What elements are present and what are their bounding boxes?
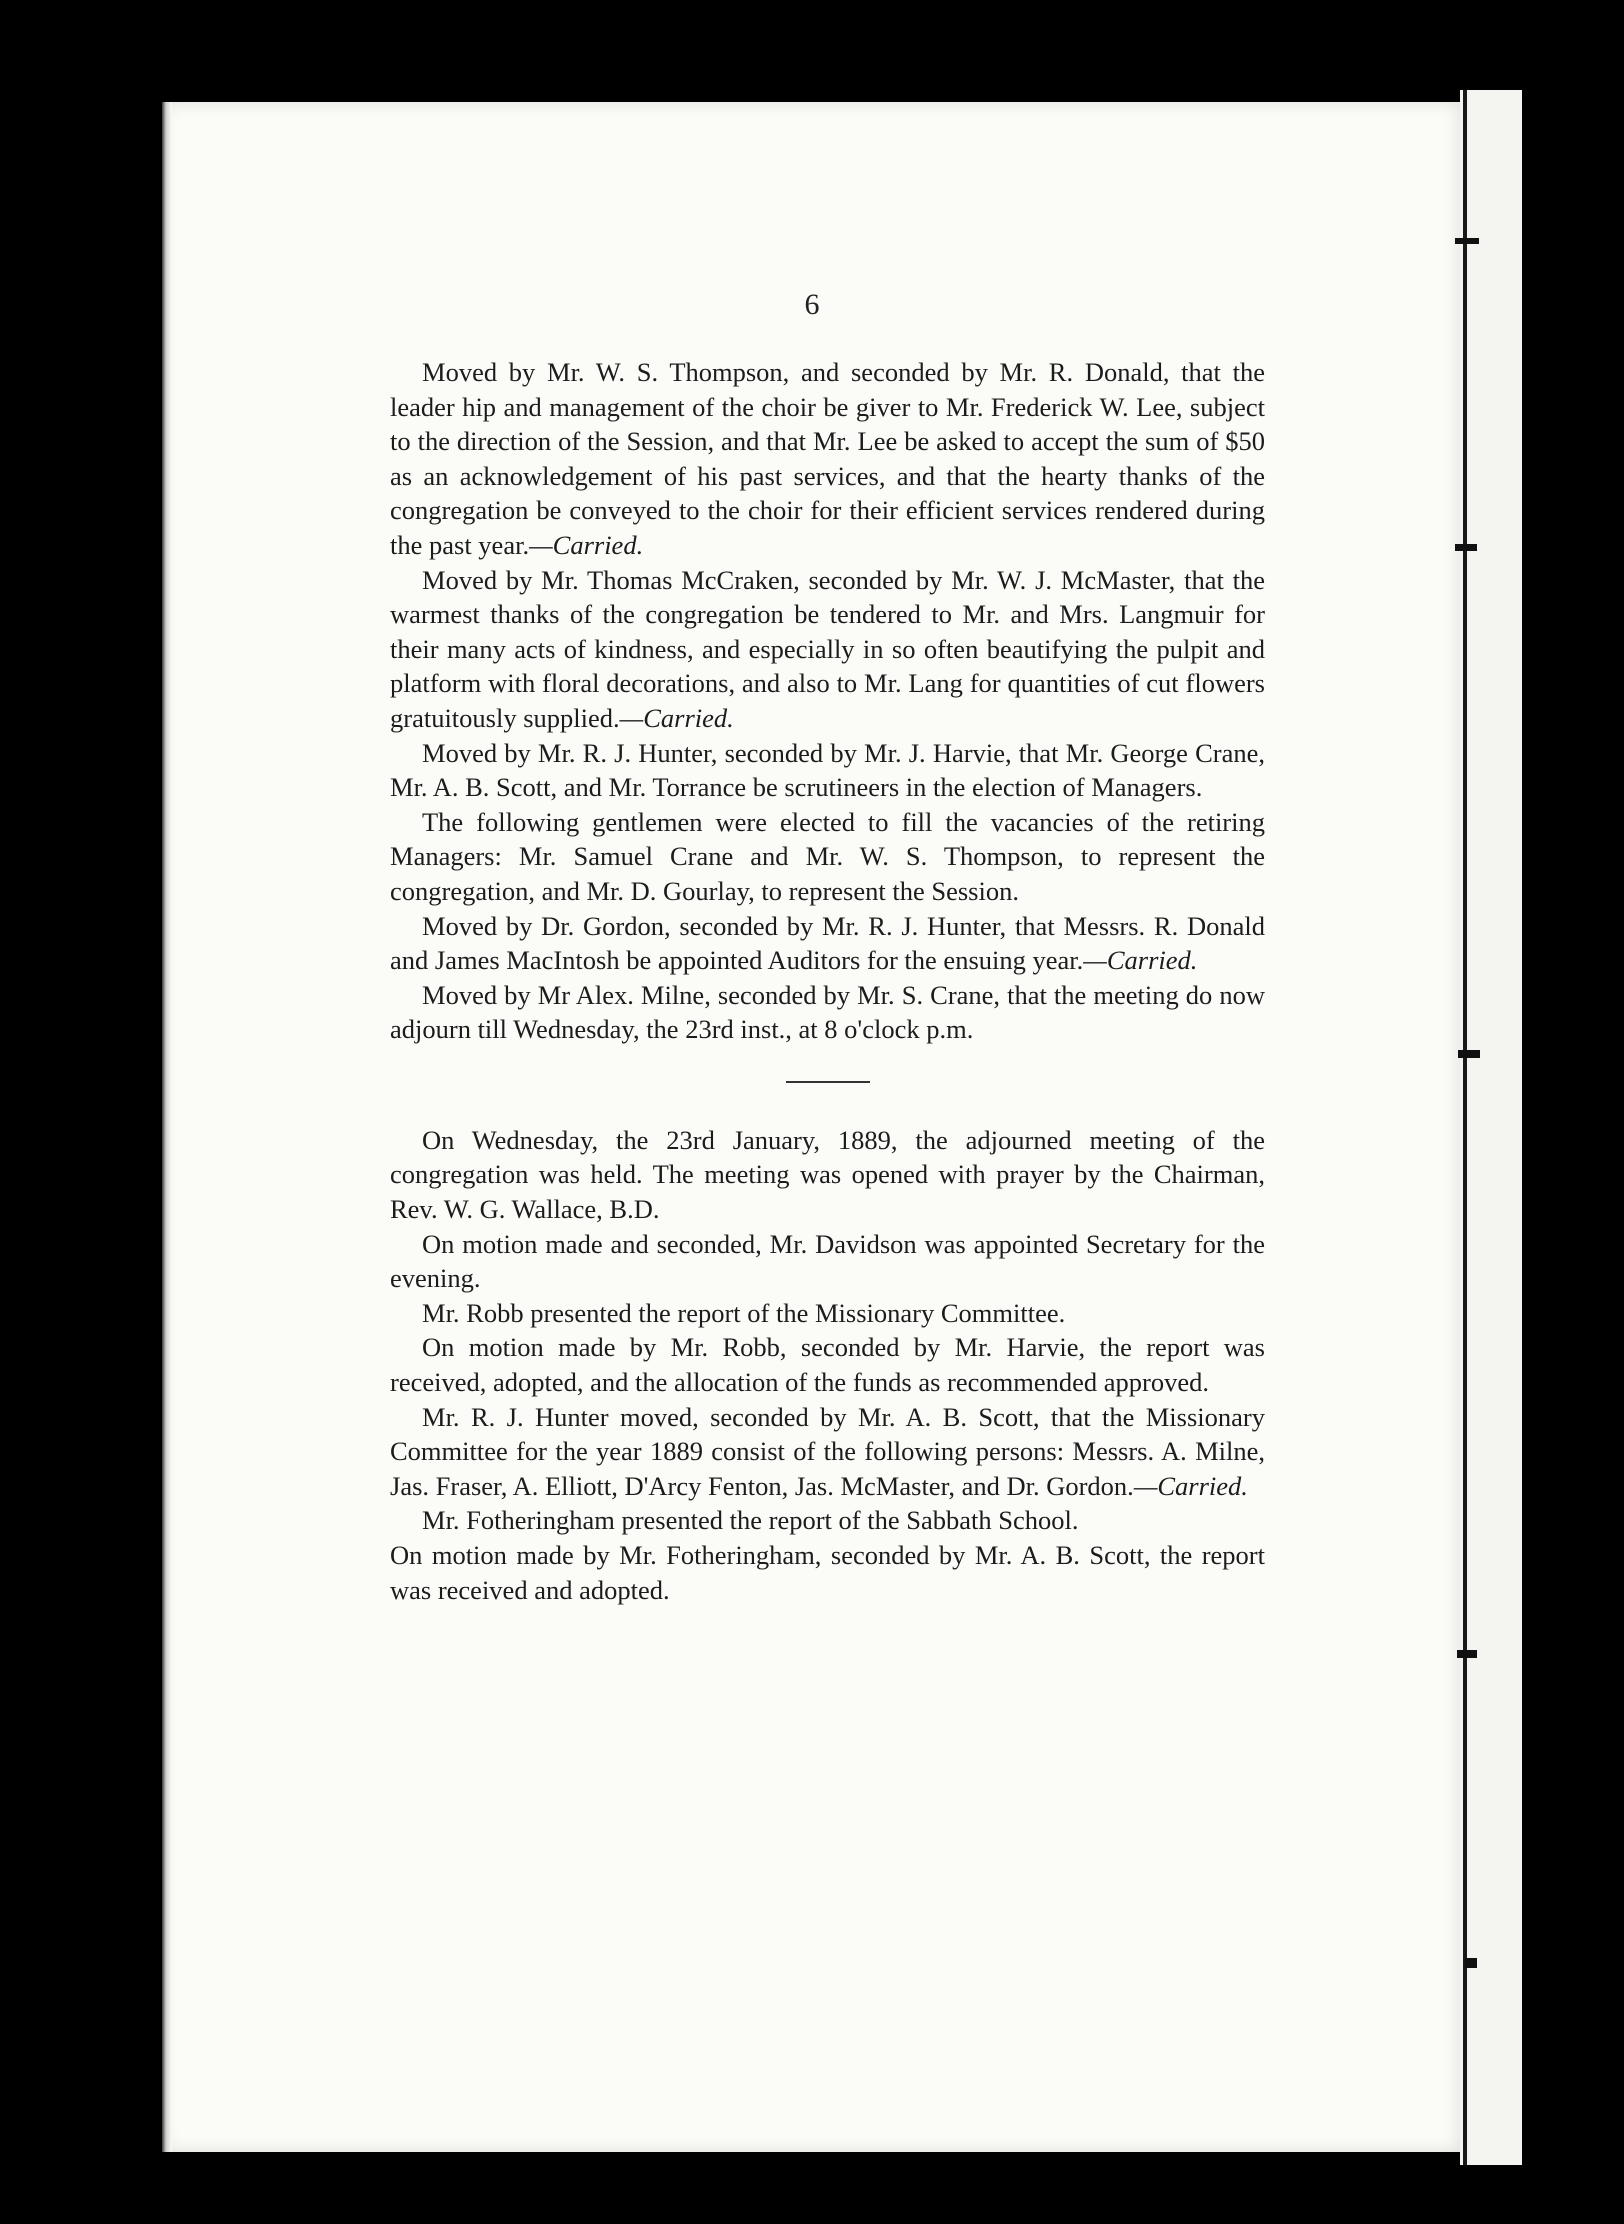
- carried-note: —Carried.: [619, 702, 734, 733]
- scan-mark: [1465, 1958, 1477, 1968]
- paragraph: [390, 1538, 1265, 1607]
- minutes-text: [390, 355, 1265, 1607]
- paragraph: [390, 563, 1265, 736]
- paragraph: [390, 1123, 1265, 1227]
- paragraph: [390, 1227, 1265, 1296]
- facing-page-edge: [1460, 90, 1522, 2165]
- paragraph: [390, 736, 1265, 805]
- page-number: 6: [804, 288, 820, 321]
- carried-note: —Carried.: [529, 529, 644, 560]
- scan-mark: [1455, 238, 1479, 244]
- section-divider: [786, 1081, 870, 1083]
- paragraph-text: On Wednesday, the 23rd January, 1889, the adjourned meeting of the congregation was held. The meeting was opened with prayer by the Chairman, Rev. W. G. Wallace, B.D.: [390, 1124, 1265, 1225]
- paragraph-text: Moved by Mr. Thomas McCraken, seconded by Mr. W. J. McMaster, that the warmest thanks of the congregation be tendered to Mr. and Mrs. Langmuir for their many acts of kindness, and especially in so often beautifying the pulpit and platform with floral decorations, and also to Mr. Lang for quantities of cut flowers gratuitously supplied.: [390, 564, 1265, 733]
- paragraph-text: Mr. Robb presented the report of the Missionary Committee.: [422, 1297, 1066, 1328]
- scan-mark: [1455, 544, 1477, 551]
- scan-mark: [1458, 1050, 1480, 1058]
- paragraph-text: Moved by Mr. W. S. Thompson, and seconded by Mr. R. Donald, that the leader hip and management of the choir be giver to Mr. Frederick W. Lee, subject to the direction of the Session, and that Mr. Lee be asked to accept the sum of $50 as an acknowledgement of his past services, and that the hearty thanks of the congregation be conveyed to the choir for their efficient services rendered during the past year.: [390, 357, 1265, 560]
- paragraph-text: Mr. Fotheringham presented the report of the Sabbath School.: [422, 1505, 1079, 1536]
- carried-note: —Carried.: [1083, 945, 1198, 976]
- paragraph-text: Moved by Mr. R. J. Hunter, seconded by Mr. J. Harvie, that Mr. George Crane, Mr. A. B. Scott, and Mr. Torrance be scrutineers in the election of Managers.: [390, 737, 1265, 803]
- paragraph-text: On motion made by Mr. Robb, seconded by Mr. Harvie, the report was received, adopted, and the allocation of the funds as recommended approved.: [390, 1332, 1265, 1398]
- paragraph-text: Moved by Mr Alex. Milne, seconded by Mr. S. Crane, that the meeting do now adjourn till Wednesday, the 23rd inst., at 8 o'clock p.m.: [390, 979, 1265, 1045]
- paragraph: [390, 1400, 1265, 1504]
- page-spine-shadow: [162, 102, 172, 2152]
- section-two: [390, 1123, 1265, 1607]
- paragraph-text: Mr. R. J. Hunter moved, seconded by Mr. A. B. Scott, that the Missionary Committee for the year 1889 consist of the following persons: Messrs. A. Milne, Jas. Fraser, A. Elliott, D'Arcy Fenton, Jas. McMaster, and Dr. Gordon.: [390, 1401, 1265, 1501]
- paragraph: [390, 805, 1265, 909]
- paragraph-text: The following gentlemen were elected to fill the vacancies of the retiring Managers: Mr. Samuel Crane and Mr. W. S. Thompson, to represent the congregation, and Mr. D. Gourlay, to represent the Session.: [390, 806, 1265, 906]
- paragraph-text: On motion made by Mr. Fotheringham, seconded by Mr. A. B. Scott, the report was received and adopted.: [390, 1540, 1265, 1605]
- paragraph: [390, 1503, 1265, 1538]
- carried-note: —Carried.: [1133, 1470, 1248, 1501]
- facing-page-border: [1463, 90, 1467, 2165]
- section-one: [390, 355, 1265, 1047]
- paragraph: [390, 1296, 1265, 1331]
- paragraph-text: Moved by Dr. Gordon, seconded by Mr. R. J. Hunter, that Messrs. R. Donald and James MacIntosh be appointed Auditors for the ensuing year.: [390, 910, 1265, 976]
- scan-mark: [1457, 1650, 1477, 1658]
- paragraph: [390, 1330, 1265, 1399]
- paragraph: [390, 355, 1265, 563]
- paragraph: [390, 909, 1265, 978]
- paragraph-text: On motion made and seconded, Mr. Davidson was appointed Secretary for the evening.: [390, 1228, 1265, 1294]
- paragraph: [390, 978, 1265, 1047]
